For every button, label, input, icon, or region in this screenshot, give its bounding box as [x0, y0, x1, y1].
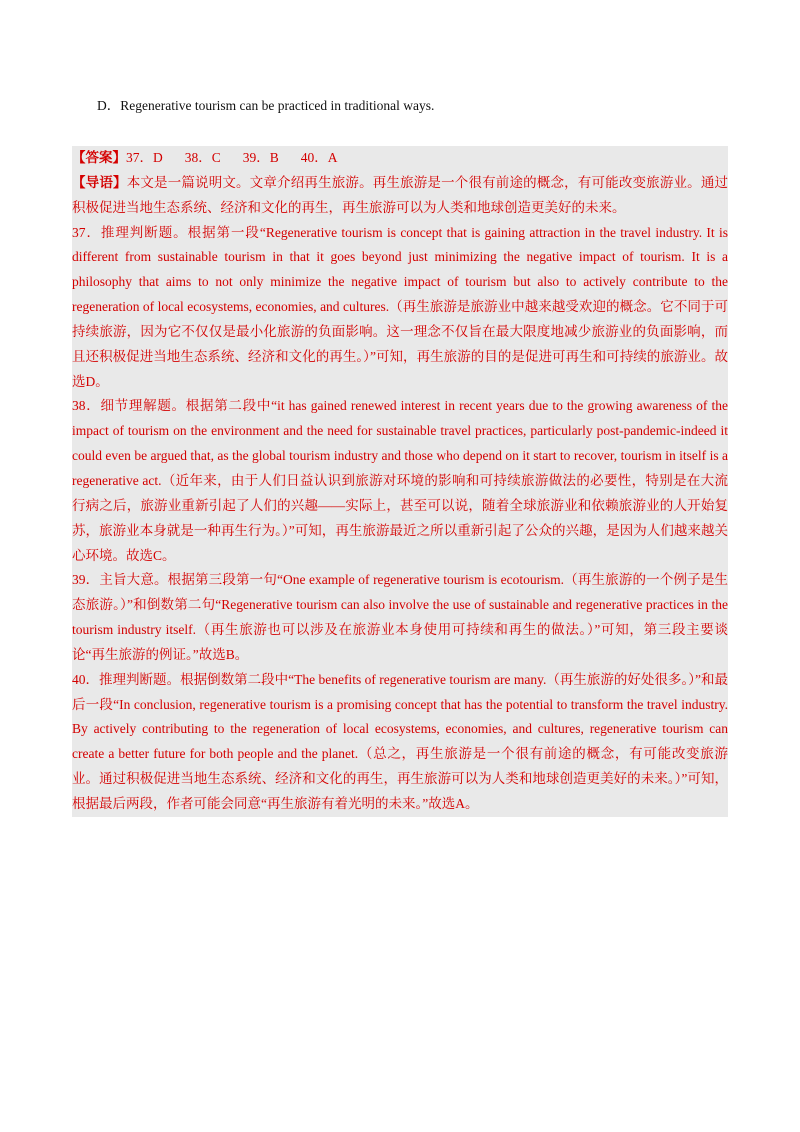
answer-39: 39．B: [242, 150, 279, 165]
option-d: D．Regenerative tourism can be practiced in traditional ways.: [97, 98, 435, 113]
explanation-39: 39．主旨大意。根据第三段第一句“One example of regenerative tourism is ecotourism.（再生旅游的一个例子是生态旅游。）”和倒数第二句“Regenerative tourism can also involve the use of sustainable and regenerative practices in the tourism industry itself.（再生旅游也可以涉及在旅游业本身使用可持续和再生的做法。）”可知，第三段主要谈论“再生旅游的例证。”故选B。: [72, 572, 728, 662]
explanation-37: 37．推理判断题。根据第一段“Regenerative tourism is concept that is gaining attraction in the travel industry. It is different from sustainable tourism in that it goes beyond just minimizing the negative impact of tourism. It is a philosophy that aims to not only minimize the negative impact of tourism but also to actively contribute to the regeneration of local ecosystems, economies, and cultures.（再生旅游是旅游业中越来越受欢迎的概念。它不同于可持续旅游，因为它不仅仅是最小化旅游的负面影响。这一理念不仅旨在最大限度地减少旅游业的负面影响，而且还积极促进当地生态系统、经济和文化的再生。）”可知，再生旅游的目的是促进可再生和可持续的旅游业。故选D。: [72, 224, 728, 389]
answer-label: 【答案】: [72, 150, 126, 165]
answer-37: 37．D: [126, 150, 163, 165]
answer-38: 38．C: [184, 150, 221, 165]
answer-40: 40．A: [300, 150, 338, 165]
explanation-40: 40．推理判断题。根据倒数第二段中“The benefits of regenerative tourism are many.（再生旅游的好处很多。）”和最后一段“In conclusion, regenerative tourism is a promising concept that has the potential to transform the travel industry. By actively contributing to the regeneration of local ecosystems, economies, and cultures, regenerative tourism can create a better future for both people and the planet.（总之，再生旅游是一个很有前途的概念，有可能改变旅游业。通过积极促进当地生态系统、经济和文化的再生，再生旅游可以为人类和地球创造更美好的未来。）”可知，根据最后两段，作者可能会同意“再生旅游有着光明的未来。”故选A。: [72, 671, 728, 811]
explanation-38: 38．细节理解题。根据第二段中“it has gained renewed interest in recent years due to the growing awareness of the impact of tourism on the environment and the need for sustainable travel practices, particularly post-pandemic-indeed it could even be argued that, as the global tourism industry and those who depend on it start to recover, tourism in itself is a regenerative act.（近年来，由于人们日益认识到旅游对环境的影响和可持续旅游做法的必要性，特别是在大流行病之后，旅游业重新引起了人们的兴趣——实际上，甚至可以说，随着全球旅游业和依赖旅游业的人开始复苏，旅游业本身就是一种再生行为。）”可知，再生旅游最近之所以重新引起了公众的兴趣，是因为人们越来越关心环境。故选C。: [72, 398, 728, 563]
guide-text: 本文是一篇说明文。文章介绍再生旅游。再生旅游是一个很有前途的概念，有可能改变旅游业。通过积极促进当地生态系统、经济和文化的再生，再生旅游可以为人类和地球创造更美好的未来。: [72, 174, 729, 215]
guide-label: 【导语】: [72, 174, 127, 190]
answer-analysis-block: [72, 146, 728, 817]
answer-key-line: [72, 146, 728, 171]
guide-paragraph: [72, 171, 728, 221]
